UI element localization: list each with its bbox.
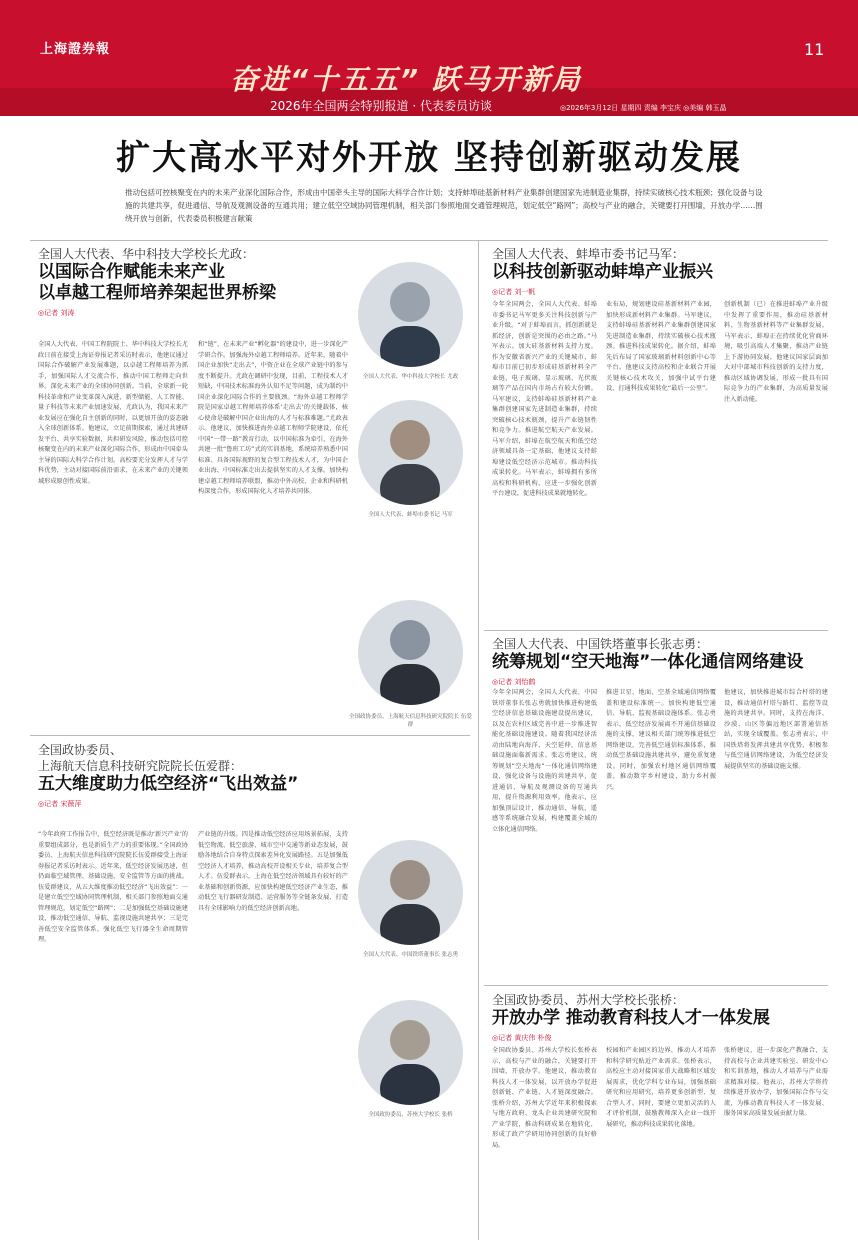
divider <box>30 240 828 241</box>
article-title: 统筹规划“空天地海”一体化通信网络建设 <box>492 652 804 672</box>
article-body: 张桥建议，进一步深化产教融合，支持高校与企业共建实验室、研发中心和实训基地，推动人才培养与产业需求精准对接。他表示，苏州大学将持续推进开放办学，加强国际合作与交流，为推动教育科技人才一体发展、服务国家高质量发展贡献力量。 <box>724 1047 828 1117</box>
divider <box>30 735 470 736</box>
page-headline: 扩大高水平对外开放 坚持创新驱动发展 <box>116 138 742 178</box>
article-title: 以国际合作赋能未来产业 <box>38 262 225 282</box>
article-body: “今年政府工作报告中，低空经济既是推动‘新兴产业’的重要组成部分，也是新质生产力的重要体现。”全国政协委员、上海航天信息科技研究院院长伍爱群接受上海证券报记者采访时表示。近年来，低空经济发展迅速，但仍面临空域管理、基础设施、安全监管等方面的挑战。伍爱群建议，从五大维度推动低空经济“飞出效益”：一是建立低空空域协同管理机制，相关部门参照地面交通管理规范，划定低空“路网”；二是加强低空基础设施建设，推动低空通信、导航、监视设施共建共享；三是完善低空安全监管体系，强化低空飞行器全生命周期管理。 <box>38 831 188 943</box>
article-column <box>492 300 597 630</box>
article-title: 开放办学 推动教育科技人才一体发展 <box>492 1008 770 1028</box>
article-body: 业布局，规划建设硅基新材料产业园，加快形成新材料产业集群。马军建议，支持蚌埠硅基新材料产业集群创建国家先进制造业集群，持续实破核心技术瓶颈。推进科技成果转化。据介绍，蚌埠先后布局了国家玻璃新材料创新中心等平台。他建议支持高校和企业联合开展关键核心技术攻关，加强中试平台建设，打通科技成果转化“最后一公里”。 <box>606 301 716 392</box>
article-subhead: 全国人大代表、蚌埠市委书记马军： <box>492 247 685 261</box>
photo-caption: 全国政协委员、上海航天信息科技研究院院长 伍爱群 <box>349 714 472 728</box>
portrait-zhang-zhiyong <box>358 840 463 945</box>
brand-logo: 上海證券報 <box>40 42 111 57</box>
byline: ◎记者 刘一帆 <box>492 288 536 296</box>
person-icon <box>358 1000 463 1105</box>
byline: ◎记者 宋薇萍 <box>38 800 82 808</box>
person-icon <box>358 840 463 945</box>
article-body: 推进卫星、地面、空基全域通信网络覆盖和建设标准统一。加快构建低空通信、导航、监视基础设施体系。张志勇表示，低空经济发展离不开通信基础设施的支撑，建议相关部门统筹推进低空网络建设，完善低空通信标准体系，推动低空基础设施共建共享，避免重复建设。同时，加强农村地区通信网络覆盖，推动数字乡村建设，助力乡村振兴。 <box>606 689 716 791</box>
person-icon <box>358 400 463 505</box>
article-body: 和“链”，在未来产业“孵化器”的建设中，进一步深化产学研合作。加强海外卓越工程师培养。近年来，随着中国企业加快“走出去”，中资企业在全球产业链中的参与度不断提升。尤政在调研中发现，目前，工程技术人才短缺，中国技术标准海外认知不足等问题，成为制约中国企业深化国际合作的主要瓶颈。“海外卓越工程师学院是国家卓越工程师培养体系‘走出去’的关键载体，核心使命是破解中国企业出海的人才与标准难题。”尤政表示。他建议，加快推进海外卓越工程师学院建设，依托中国“一带一路”教育行动，以中国标准为牵引，在海外共建一批“鲁班工坊”式的实训基地，系统培养熟悉中国标准、具备国际视野的复合型工程技术人才，为中国企业出海、中国标准走出去提供坚实的人才支撑。加快构建卓越工程师培养联盟，推动中外高校、企业和科研机构深度合作，形成国际化人才培养共同体。 <box>198 341 348 495</box>
article-body: 他建议，加快推进城市综合杆塔的建设，推动通信杆塔与路灯、监控等设施的共建共享。同时，支持在海洋、沙漠、山区等偏远地区部署通信基站，实现全域覆盖。张志勇表示，中国铁塔将发挥共建共享优势，积极参与低空通信网络建设，为低空经济发展提供坚实的基础设施支撑。 <box>724 689 828 770</box>
article-column <box>724 688 828 978</box>
article-title: 五大维度助力低空经济“飞出效益” <box>38 774 299 794</box>
article-body: 今年全国两会，全国人大代表、中国铁塔董事长张志勇就加快推进构建低空经济信息基础设施建设提出建议，以及在农村区域完善中进一步推进智能化基础设施建设。随着我国经济活动由陆地向海洋、天空延伸，信息基础设施面临新需求。张志勇建议，统筹规划“空天地海”一体化通信网络建设，强化设备与设施的共建共享，促进通信、导航及观测设备的互通共用，提升资源利用效率。他表示，应加强顶层设计，推动通信、导航、遥感等系统融合发展，构建覆盖全域的立体化通信网络。 <box>492 689 597 833</box>
divider <box>484 630 828 631</box>
article-column <box>724 300 828 630</box>
column-divider <box>478 240 479 1240</box>
photo-caption: 全国政协委员、苏州大学校长 张桥 <box>368 1112 453 1118</box>
article-title-line2: 以卓越工程师培养架起世界桥梁 <box>38 283 276 303</box>
person-icon <box>358 262 463 367</box>
article-column <box>198 830 348 1240</box>
article-column <box>38 830 188 1240</box>
photo-caption: 全国人大代表、华中科技大学校长 尤政 <box>362 374 459 380</box>
portrait-wu-aiqun <box>358 600 463 705</box>
article-column <box>198 340 348 730</box>
byline: ◎记者 黄庆伟 朴俊 <box>492 1034 552 1042</box>
masthead <box>0 0 858 116</box>
article-column <box>606 300 716 630</box>
lead-paragraph: 推动包括可控核聚变在内的未来产业深化国际合作，形成由中国牵头主导的国际大科学合作计划；支持蚌埠硅基新材料产业集群创建国家先进制造业集群，持续实破核心技术瓶颈；强化设备与设施的共建共享，促进通信、导航及观测设备的互通共用；建立低空空域协同管理机制，相关部门参照地面交通管理规范，划定低空“路网”；高校与产业的融合，关键要打开围墙，开放办学……围绕开放与创新，代表委员积极建言献策 <box>125 188 763 223</box>
article-body: 产业链的升级。四是推动低空经济应用场景拓展，支持低空物流、低空旅游、城市空中交通等新业态发展，鼓励各地结合自身特点探索差异化发展路径。五是加强低空经济人才培养，推动高校开设相关专业，培养复合型人才。伍爱群表示，上海在低空经济领域具有较好的产业基础和创新资源，应加快构建低空经济产业生态，推动低空飞行器研发制造、运营服务等全链条发展，打造具有全球影响力的低空经济创新高地。 <box>198 831 348 912</box>
byline: ◎记者 刘怡鹤 <box>492 678 536 686</box>
byline: ◎记者 刘涛 <box>38 309 75 317</box>
article-body: 今年全国两会，全国人大代表、蚌埠市委书记马军更多关注科技创新与产业升级。“对于蚌埠而言，抓创新就是抓经济，创新是突围的必由之路。”马军表示。加大硅基新材料支持力度。作为安徽省新兴产业的关键城市，蚌埠市目前已初步形成硅基新材料全产业链，电子玻璃、显示玻璃、光伏玻璃等产品在国内市场占有较大份额。马军建议，支持蚌埠硅基新材料产业集群创建国家先进制造业集群，持续突破核心技术瓶颈，提升产业链韧性和竞争力。推进航空航天产业发展。马军介绍，蚌埠在航空航天和低空经济领域具备一定基础，他建议支持蚌埠建设低空经济示范城市。推动科技成果转化。马军表示，蚌埠拥有多所高校和科研机构，应进一步强化创新平台建设，促进科技成果就地转化。 <box>492 301 597 497</box>
page-number: 11 <box>804 40 825 59</box>
banner-subtitle: 2026年全国两会特别报道 · 代表委员访谈 <box>270 99 492 113</box>
portrait-zhang-qiao <box>358 1000 463 1105</box>
photo-caption: 全国人大代表、蚌埠市委书记 马军 <box>368 512 453 518</box>
article-title: 以科技创新驱动蚌埠产业振兴 <box>492 262 713 282</box>
photo-caption: 全国人大代表、中国铁塔董事长 张志勇 <box>362 952 459 958</box>
article-column <box>492 1046 597 1241</box>
article-ma-jun <box>492 246 828 297</box>
banner-title: 奋进“十五五” 跃马开新局 <box>230 63 582 96</box>
article-zhang-qiao <box>492 992 828 1043</box>
article-column <box>38 340 188 730</box>
article-subhead: 全国人大代表、中国铁塔董事长张志勇： <box>492 637 709 651</box>
divider <box>484 985 828 986</box>
article-subhead: 全国政协委员、 <box>38 743 123 757</box>
article-body: 校园和产业园区的边界，推动人才培养和科学研究贴近产业需求。张桥表示，高校应主动对接国家重大战略和区域发展需求，优化学科专业布局，加强基础研究和应用研究，培养更多创新型、复合型人才。同时，要建立更加灵活的人才评价机制，鼓励教师深入企业一线开展研究，推动科技成果转化落地。 <box>606 1047 716 1128</box>
dateline: ◎2026年3月12日 星期四 责编 李宝庆 ◎美编 韩玉晶 <box>560 104 727 112</box>
article-subhead-line2: 上海航天信息科技研究院院长伍爱群： <box>38 759 243 773</box>
article-subhead: 全国人大代表、华中科技大学校长尤政： <box>38 247 255 261</box>
article-body: 创新机制（已）在推进蚌埠产业升级中发挥了重要作用，推动硅基新材料、生物基新材料等产业集群发展。马军表示，蚌埠正在持续优化营商环境，吸引高端人才集聚，推动产业链上下游协同发展。他建议国家层面加大对中部城市科技创新的支持力度，推动区域协调发展，形成一批具有国际竞争力的产业集群，为高质量发展注入新动能。 <box>724 301 828 403</box>
article-zhang-zhiyong <box>492 636 828 687</box>
article-column <box>492 688 597 978</box>
article-column <box>724 1046 828 1241</box>
article-wu-aiqun <box>38 742 358 809</box>
article-column <box>606 688 716 978</box>
article-subhead: 全国政协委员、苏州大学校长张桥： <box>492 993 685 1007</box>
portrait-you-zheng <box>358 262 463 367</box>
portrait-ma-jun <box>358 400 463 505</box>
article-column <box>606 1046 716 1241</box>
article-body: 全国政协委员、苏州大学校长张桥表示，高校与产业的融合，关键要打开围墙，开放办学。他建议，推动教育科技人才一体发展，以开放办学促进创新链、产业链、人才链深度融合。张桥介绍，苏州大学近年来积极探索与地方政府、龙头企业共建研究院和产业学院，推动科研成果在地转化，形成了政产学研用协同创新的良好格局。 <box>492 1047 597 1149</box>
article-body: 全国人大代表、中国工程院院士、华中科技大学校长尤政日前在接受上海证券报记者采访时表示，他建议通过国际合作破解产业发展难题，以卓越工程师培养为抓手，加强国际人才交流合作，推动中国工程师走向世界。深化未来产业的全球协同创新。当前，全球新一轮科技革命和产业变革深入演进，新型储能、人工智能、量子科技等未来产业加速发展，尤政认为，我国未来产业发展应在强化自主创新的同时，以更加开放的姿态融入全球创新体系。他建议，立足前期探索，通过共建研发平台、共享实验数据，共担研发风险，推动包括可控核聚变在内的未来产业深化国际合作，形成由中国牵头主导的国际大科学合作计划。高校要充分发挥人才与学科优势，主动对接国际前沿需求，在未来产业的关键领域形成原创性成果。 <box>38 341 188 485</box>
person-icon <box>358 600 463 705</box>
